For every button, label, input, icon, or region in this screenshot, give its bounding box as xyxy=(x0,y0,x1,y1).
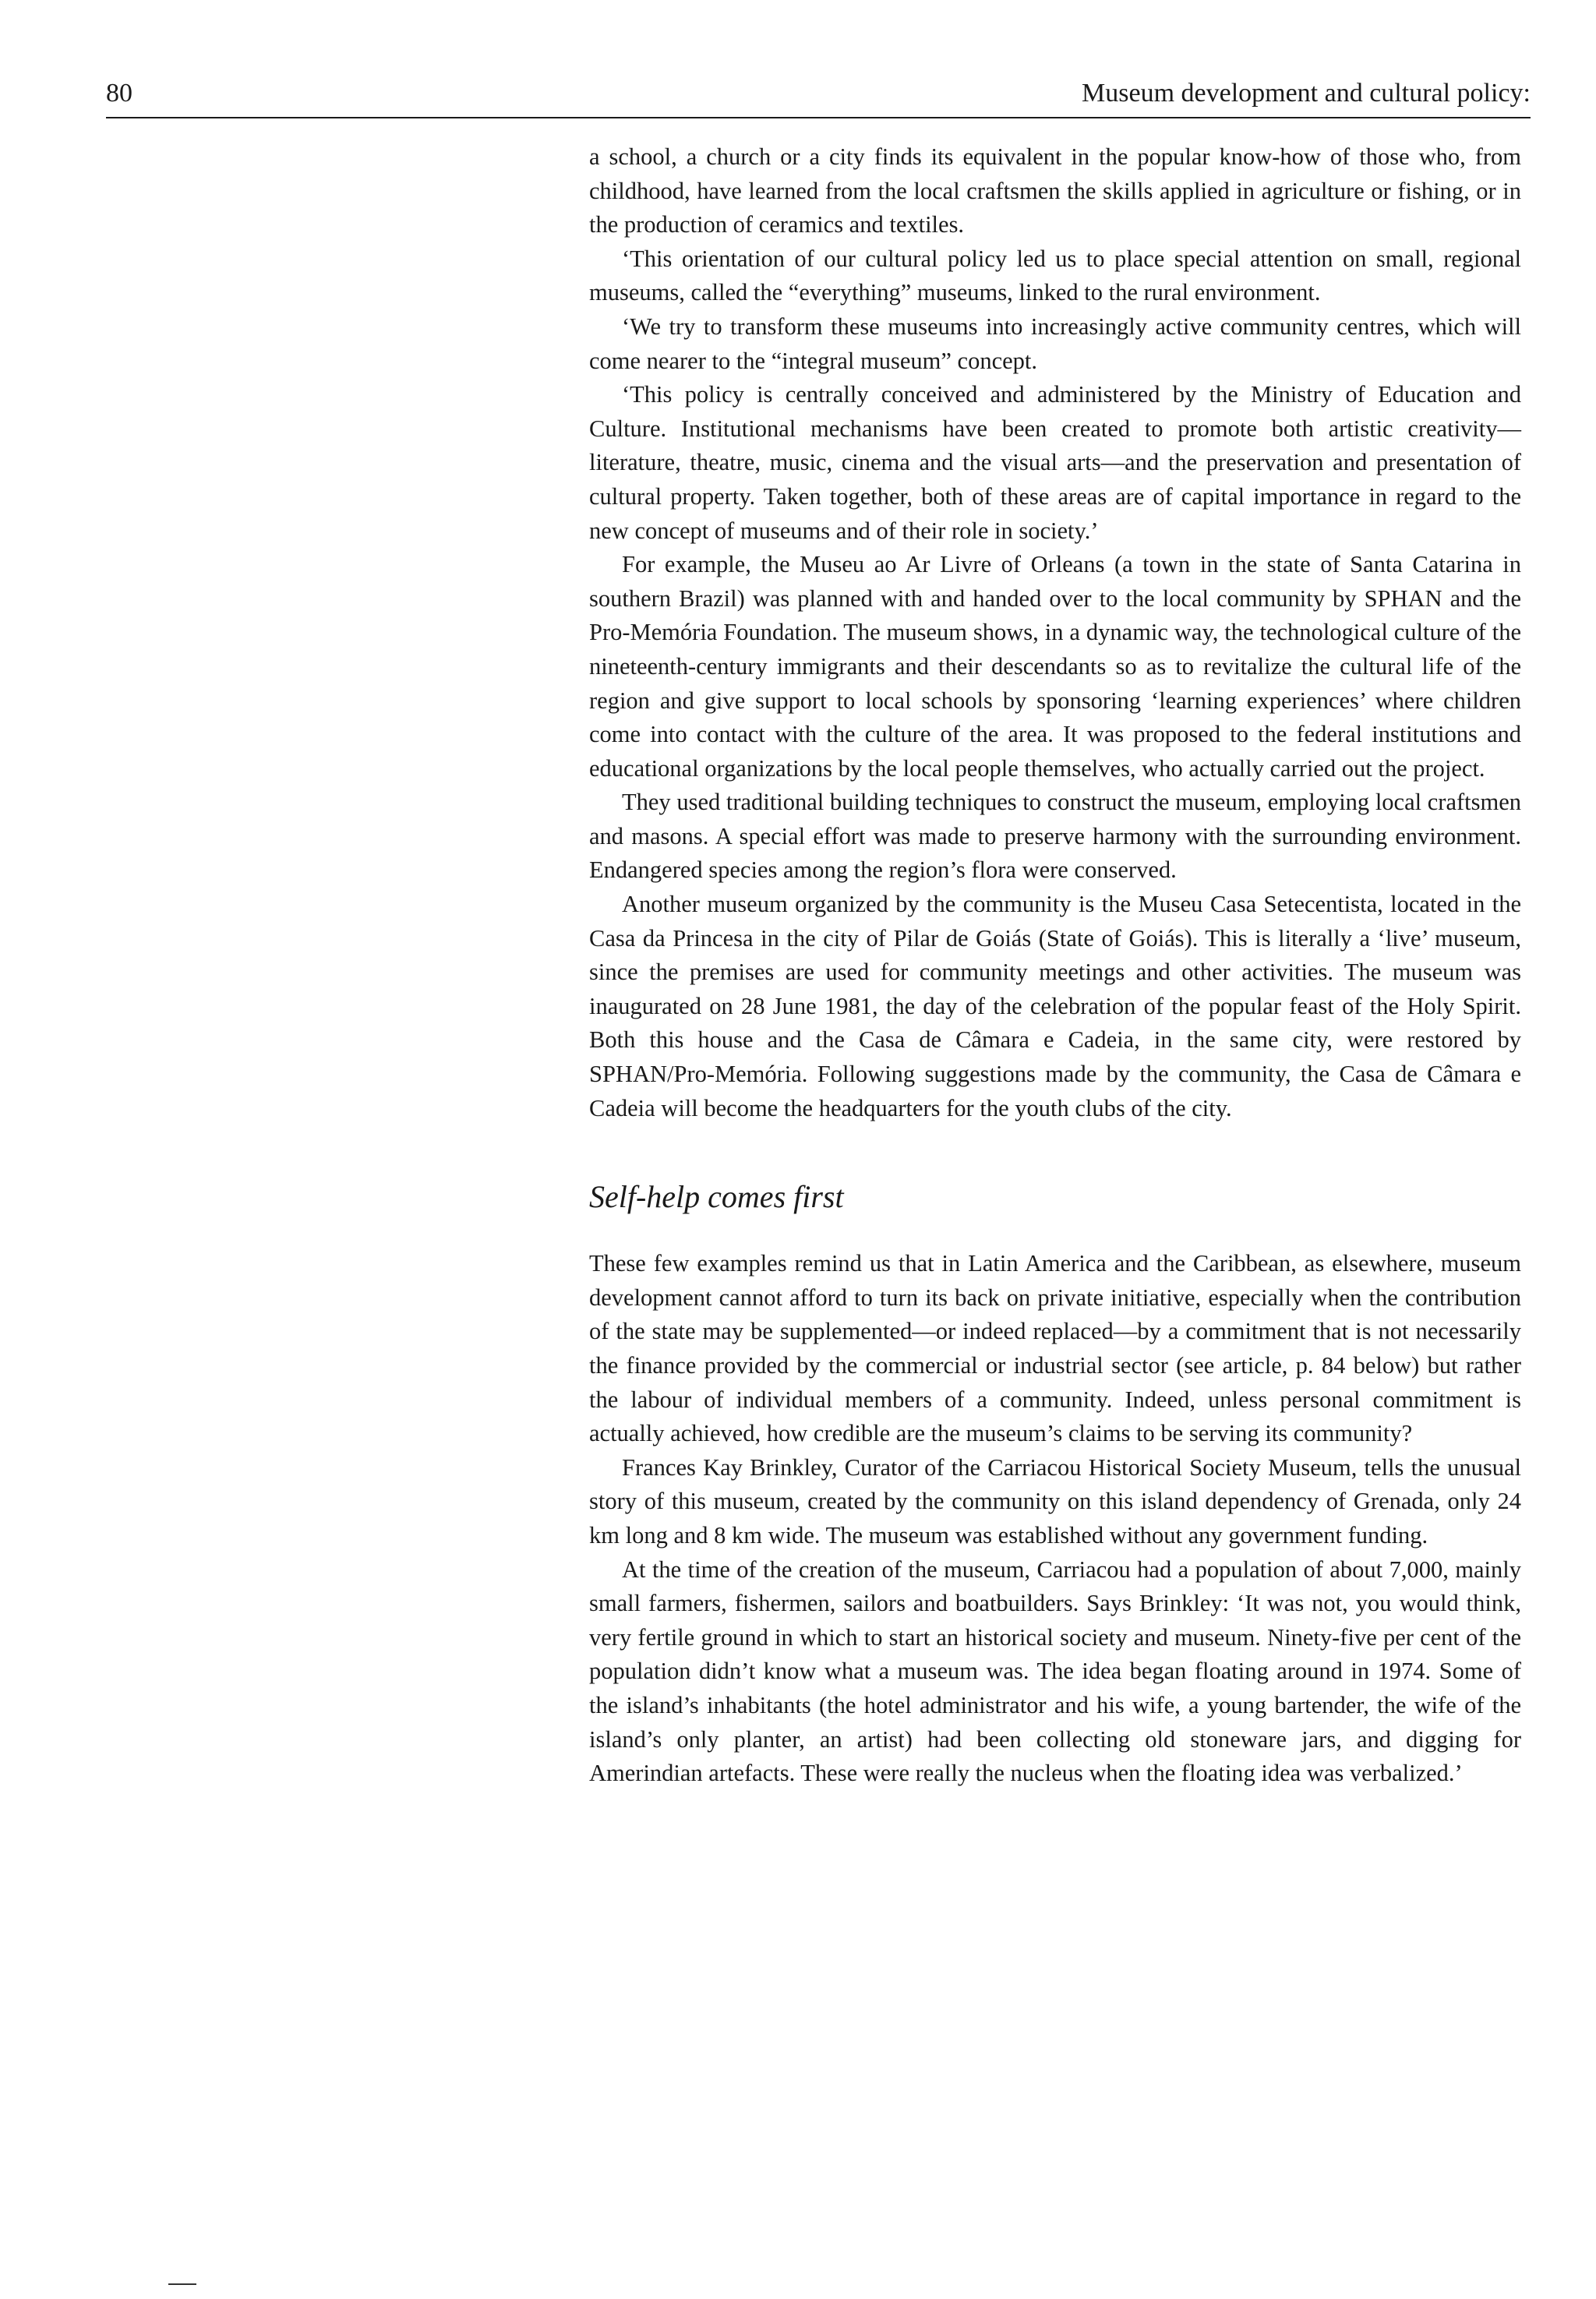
section-heading: Self-help comes first xyxy=(589,1179,844,1215)
paragraph: These few examples remind us that in Latin America and the Caribbean, as elsewhere, museum development cannot afford to turn its back on private initiative, especially when the contribution of the state may be supplemented—or indeed replaced—by a commitment that is not necessarily the finance provided by the commercial or industrial sector (see article, p. 84 below) but rather the labour of individual members of a community. Indeed, unless personal commitment is actually achieved, how credible are the museum’s claims to be serving its community? xyxy=(589,1250,1521,1447)
paragraph: ‘This orientation of our cultural policy led us to place special attention on small, regional museums, called the “everything” museums, linked to the rural environment. xyxy=(589,245,1521,306)
section-intro xyxy=(589,140,1521,1125)
paragraph: For example, the Museu ao Ar Livre of Orleans (a town in the state of Santa Catarina in southern Brazil) was planned with and handed over to the local community by SPHAN and the Pro-Memória Foundation. The museum shows, in a dynamic way, the technological culture of the nineteenth-century immigrants and their descendants so as to revitalize the cultural life of the region and give support to local schools by sponsoring ‘learning experiences’ where children come into contact with the culture of the area. It was proposed to the federal institutions and educational organizations by the local people themselves, who actually carried out the project. xyxy=(589,551,1521,782)
footer-mark xyxy=(168,2283,196,2285)
text-column xyxy=(589,140,1521,1791)
page-number: 80 xyxy=(106,79,132,108)
paragraph: ‘We try to transform these museums into increasingly active community centres, which will come nearer to the “integral museum” concept. xyxy=(589,313,1521,374)
section-self-help xyxy=(589,1247,1521,1791)
page-header xyxy=(106,78,1531,123)
paragraph: At the time of the creation of the museum, Carriacou had a population of about 7,000, mainly small farmers, fishermen, sailors and boatbuilders. Says Brinkley: ‘It was not, you would think, very fertile ground in which to start an historical society and museum. Ninety-five per cent of the population didn’t know what a museum was. The idea began floating around in 1974. Some of the island’s inhabitants (the hotel administrator and his wife, a young bartender, the wife of the island’s only planter, an artist) had been collecting old stoneware jars, and digging for Amerindian artefacts. These were really the nucleus when the floating idea was verbalized.’ xyxy=(589,1556,1521,1787)
running-title: Museum development and cultural policy: xyxy=(1082,79,1531,108)
paragraph: ‘This policy is centrally conceived and administered by the Ministry of Education and Culture. Institutional mechanisms have been created to promote both artistic creativity—literature, theatre, music, cinema and the visual arts—and the preservation and presentation of cultural property. Taken together, both of these areas are of capital importance in regard to the new concept of museums and of their role in society.’ xyxy=(589,381,1521,544)
header-rule xyxy=(106,117,1531,118)
paragraph: They used traditional building techniques to construct the museum, employing local craftsmen and masons. A special effort was made to preserve harmony with the surrounding environment. Endangered species among the region’s flora were conserved. xyxy=(589,789,1521,884)
paragraph: Another museum organized by the community is the Museu Casa Setecentista, located in the Casa da Princesa in the city of Pilar de Goiás (State of Goiás). This is literally a ‘live’ museum, since the premises are used for community meetings and other activities. The museum was inaugurated on 28 June 1981, the day of the celebration of the popular feast of the Holy Spirit. Both this house and the Casa de Câmara e Cadeia, in the same city, were restored by SPHAN/Pro-Memória. Following suggestions made by the community, the Casa de Câmara e Cadeia will become the headquarters for the youth clubs of the city. xyxy=(589,891,1521,1121)
paragraph: Frances Kay Brinkley, Curator of the Carriacou Historical Society Museum, tells the unusual story of this museum, created by the community on this island dependency of Grenada, only 24 km long and 8 km wide. The museum was established without any government funding. xyxy=(589,1453,1521,1549)
paragraph: a school, a church or a city finds its equivalent in the popular know-how of those who, from childhood, have learned from the local craftsmen the skills applied in agriculture or fishing, or in the production of ceramics and textiles. xyxy=(589,143,1521,238)
